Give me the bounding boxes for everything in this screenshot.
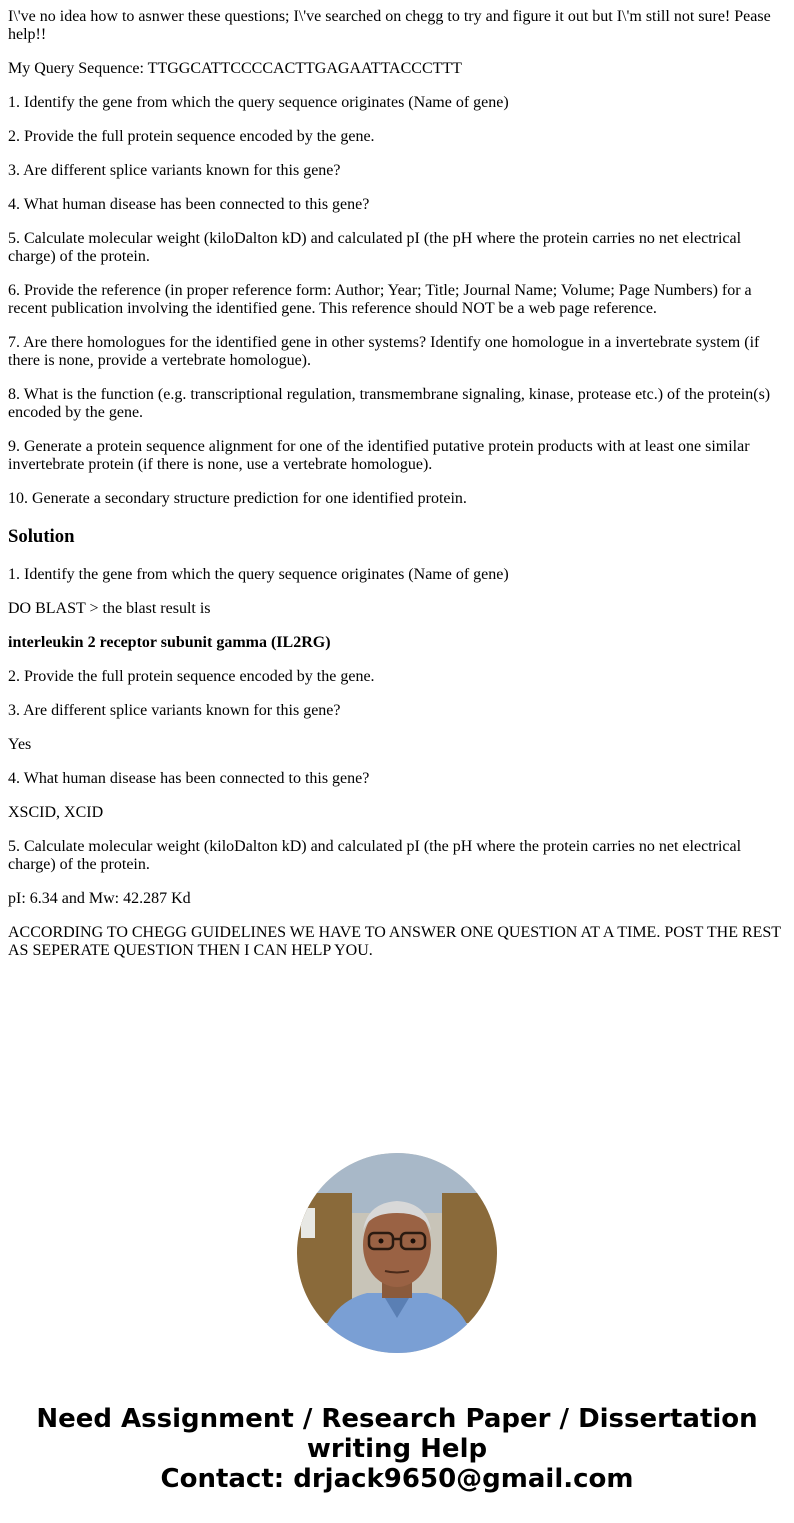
footer-contact: Contact: drjack9650@gmail.com [160,1464,634,1494]
solution-gene: interleukin 2 receptor subunit gamma (IL2RG) [8,634,331,651]
question-intro: I\'ve no idea how to asnwer these questions; I\'ve searched on chegg to try and figure it out but I\'m still not sure! Pease help!! [8,8,771,43]
footer-line-2: writing Help [306,1434,488,1464]
footer-line-1: Need Assignment / Research Paper / Dissertation [36,1404,758,1434]
author-avatar [297,1153,497,1353]
footer-banner [0,1404,794,1494]
solution-q1: 1. Identify the gene from which the query sequence originates (Name of gene) [8,566,509,583]
query-sequence: My Query Sequence: TTGGCATTCCCCACTTGAGAATTACCCTTT [8,60,462,77]
solution-q2: 2. Provide the full protein sequence encoded by the gene. [8,668,375,685]
solution-blast: DO BLAST > the blast result is [8,600,211,617]
question-item-8: 8. What is the function (e.g. transcriptional regulation, transmembrane signaling, kinase, protease etc.) of the protein(s) encoded by the gene. [8,386,771,421]
question-item-9: 9. Generate a protein sequence alignment for one of the identified putative protein products with at least one similar invertebrate protein (if there is none, use a vertebrate homologue). [8,438,750,473]
question-item-2: 2. Provide the full protein sequence encoded by the gene. [8,128,375,145]
question-item-4: 4. What human disease has been connected to this gene? [8,196,370,213]
document-body [8,8,786,976]
question-item-3: 3. Are different splice variants known for this gene? [8,162,341,179]
question-item-6: 6. Provide the reference (in proper reference form: Author; Year; Title; Journal Name; Volume; Page Numbers) for a recent publication involving the identified gene. This reference should NOT be a web page reference. [8,282,752,317]
question-item-10: 10. Generate a secondary structure prediction for one identified protein. [8,490,467,507]
solution-q5: 5. Calculate molecular weight (kiloDalton kD) and calculated pI (the pH where the protein carries no net electrical charge) of the protein. [8,838,742,873]
solution-a5: pI: 6.34 and Mw: 42.287 Kd [8,890,191,907]
question-item-7: 7. Are there homologues for the identified gene in other systems? Identify one homologue in a invertebrate system (if there is none, provide a vertebrate homologue). [8,334,760,369]
solution-a4: XSCID, XCID [8,804,104,821]
solution-q4: 4. What human disease has been connected to this gene? [8,770,370,787]
solution-note: ACCORDING TO CHEGG GUIDELINES WE HAVE TO ANSWER ONE QUESTION AT A TIME. POST THE REST AS SEPERATE QUESTION THEN I CAN HELP YOU. [8,924,781,959]
solution-a3: Yes [8,736,32,753]
question-item-1: 1. Identify the gene from which the query sequence originates (Name of gene) [8,94,509,111]
solution-heading: Solution [8,526,75,547]
question-item-5: 5. Calculate molecular weight (kiloDalton kD) and calculated pI (the pH where the protein carries no net electrical charge) of the protein. [8,230,742,265]
solution-q3: 3. Are different splice variants known for this gene? [8,702,341,719]
